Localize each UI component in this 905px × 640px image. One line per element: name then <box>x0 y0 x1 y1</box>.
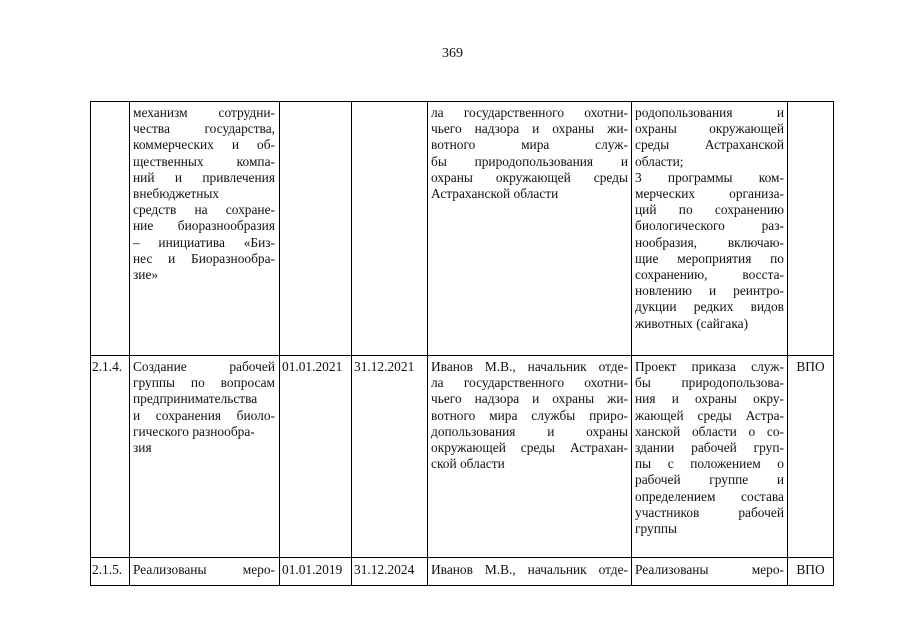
text-line: гического разнообра- <box>133 423 255 439</box>
text-line: окружающей среды Астрахан- <box>431 440 628 456</box>
text-line: и сохранения биоло- <box>133 407 275 423</box>
text-line: предпринимательства <box>133 391 258 407</box>
row-divider <box>90 557 833 558</box>
text-line: сохранению, восста- <box>635 267 784 283</box>
text-line: жающей среды Астра- <box>635 407 784 423</box>
text-line: ской области <box>431 456 505 472</box>
text-line: участников рабочей <box>635 504 784 520</box>
text-line: ций по сохранению <box>635 202 784 218</box>
text-line: пы с положением о <box>635 456 784 472</box>
text-line: щественных компа- <box>133 153 275 169</box>
text-line: чества государства, <box>133 121 275 137</box>
text-line: ханской области о со- <box>635 423 784 439</box>
text-line: нообразия, включаю- <box>635 234 784 250</box>
text-line: дукции редких видов <box>635 299 784 315</box>
responsible-cell <box>431 359 628 472</box>
text-line: коммерческих и об- <box>133 137 275 153</box>
responsible-cell <box>431 562 628 578</box>
text-line: – инициатива «Биз- <box>133 234 275 250</box>
text-line: мерческих организа- <box>635 186 784 202</box>
text-line: ла государственного охотни- <box>431 375 628 391</box>
text-line: охраны окружающей <box>635 121 784 137</box>
text-line: группы <box>635 521 678 537</box>
column-divider <box>90 101 91 586</box>
text-line: рабочей группе и <box>635 472 784 488</box>
text-line: зие» <box>133 267 159 283</box>
text-line: Астраханской области <box>431 186 559 202</box>
text-line: ла государственного охотни- <box>431 105 628 120</box>
text-line: чьего надзора и охраны жи- <box>431 391 628 407</box>
text-line: группы по вопросам <box>133 375 275 391</box>
text-line: зия <box>133 440 152 456</box>
responsible-cell <box>431 105 628 202</box>
column-divider <box>631 101 632 586</box>
result-cell <box>635 105 784 332</box>
text-line: чьего надзора и охраны жи- <box>431 121 628 137</box>
text-line: бы природопользования и <box>431 153 628 169</box>
text-line: среды Астраханской <box>635 137 784 153</box>
text-line: биологического раз- <box>635 218 784 234</box>
text-line: Проект приказа служ- <box>635 359 784 374</box>
column-divider <box>279 101 280 586</box>
text-line: бы природопользова- <box>635 375 784 391</box>
row-divider <box>90 355 833 356</box>
text-line: 3 программы ком- <box>635 169 784 185</box>
table-cut-border <box>90 585 833 586</box>
start-date-cell: 01.01.2019 <box>282 562 343 577</box>
measure-title-cell <box>133 105 275 283</box>
text-line: определением состава <box>635 488 784 504</box>
text-line: средств на сохране- <box>133 202 275 218</box>
text-line: Реализованы меро- <box>635 562 784 577</box>
text-line: внебюджетных <box>133 186 220 202</box>
text-line: механизм сотрудни- <box>133 105 275 120</box>
text-line: Реализованы меро- <box>133 562 275 577</box>
measure-title-cell <box>133 359 275 456</box>
result-cell <box>635 359 784 537</box>
text-line: ний и привлечения <box>133 169 275 185</box>
text-line: охраны окружающей среды <box>431 169 628 185</box>
text-line: области; <box>635 153 684 169</box>
text-line: Иванов М.В., начальник отде- <box>431 562 628 577</box>
organization-cell: ВПО <box>796 562 825 577</box>
text-line: вотного мира службы приро- <box>431 407 628 423</box>
table-top-border <box>90 101 833 102</box>
column-divider <box>787 101 788 586</box>
organization-cell: ВПО <box>796 359 825 374</box>
text-line: допользования и охраны <box>431 423 628 439</box>
item-number-cell: 2.1.4. <box>92 359 123 374</box>
end-date-cell: 31.12.2021 <box>354 359 415 374</box>
result-cell <box>635 562 784 578</box>
text-line: здании рабочей груп- <box>635 440 784 456</box>
text-line: щие мероприятия по <box>635 250 784 266</box>
item-number-cell: 2.1.5. <box>92 562 123 577</box>
column-divider <box>427 101 428 586</box>
text-line: Иванов М.В., начальник отде- <box>431 359 628 374</box>
measure-title-cell <box>133 562 275 578</box>
column-divider <box>833 101 834 586</box>
column-divider <box>351 101 352 586</box>
text-line: ние биоразнообразия <box>133 218 275 234</box>
page-number: 369 <box>442 46 463 61</box>
text-line: ния и охраны окру- <box>635 391 784 407</box>
text-line: родопользования и <box>635 105 784 120</box>
end-date-cell: 31.12.2024 <box>354 562 415 577</box>
text-line: нес и Биоразнообра- <box>133 250 275 266</box>
column-divider <box>129 101 130 586</box>
text-line: Создание рабочей <box>133 359 275 374</box>
text-line: вотного мира служ- <box>431 137 628 153</box>
start-date-cell: 01.01.2021 <box>282 359 343 374</box>
text-line: животных (сайгака) <box>635 315 749 331</box>
text-line: новлению и реинтро- <box>635 283 784 299</box>
